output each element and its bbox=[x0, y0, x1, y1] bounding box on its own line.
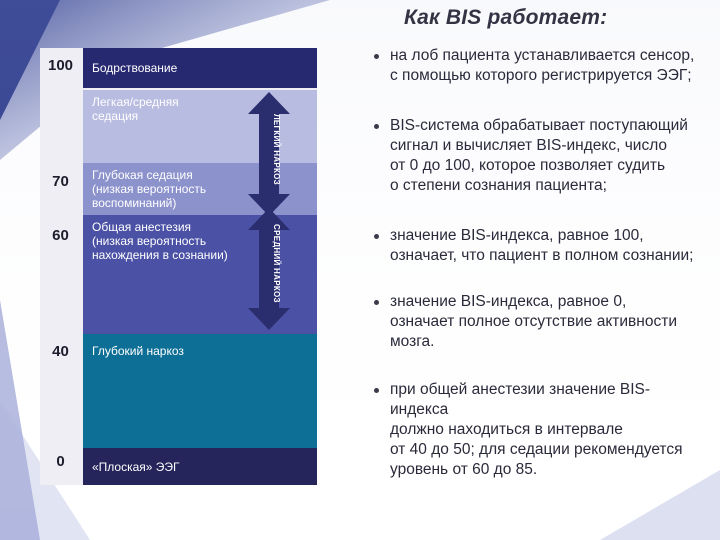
scale-value-40: 40 bbox=[52, 343, 69, 360]
scale-value-70: 70 bbox=[52, 173, 69, 190]
bullet-dot-icon bbox=[374, 234, 379, 239]
slide-title: Как BIS работает: bbox=[404, 6, 608, 29]
bullet-item bbox=[374, 292, 677, 352]
medium-anesthesia-label: СРЕДНИЙ НАРКОЗ bbox=[272, 224, 281, 303]
band-deep-sedation: Глубокая седация (низкая вероятность воспоминаний) bbox=[83, 163, 317, 215]
bullet-dot-icon bbox=[374, 388, 379, 393]
scale-value-100: 100 bbox=[47, 57, 74, 74]
bullet-text: BIS-система обрабатывает поступающий сигнал и вычисляет BIS-индекс, число от 0 до 100, которое позволяет судить о степени сознания пациента; bbox=[390, 117, 688, 194]
bullet-dot-icon bbox=[374, 124, 379, 129]
bullet-text: значение BIS-индекса, равное 100, означает, что пациент в полном сознании; bbox=[390, 227, 694, 264]
band-light-sedation: Легкая/средняя седация bbox=[83, 90, 317, 163]
bullet-text: при общей анестезии значение BIS- индекса должно находиться в интервале от 40 до 50; для седации рекомендуется уровень от 60 до 85. bbox=[390, 381, 683, 478]
band-general-anesthesia: Общая анестезия (низкая вероятность нахождения в сознании) bbox=[83, 215, 317, 334]
bullet-item bbox=[374, 380, 683, 480]
medium-anesthesia-arrow-icon bbox=[246, 208, 292, 330]
bullet-text: на лоб пациента устанавливается сенсор, с помощью которого регистрируется ЭЭГ; bbox=[390, 47, 695, 84]
band-awake: Бодрствование bbox=[83, 48, 317, 88]
bullet-text: значение BIS-индекса, равное 0, означает полное отсутствие активности мозга. bbox=[390, 293, 677, 350]
bullet-item bbox=[374, 226, 694, 266]
light-anesthesia-arrow-icon bbox=[246, 92, 292, 216]
band-flat-eeg: «Плоская» ЭЭГ bbox=[83, 448, 317, 485]
bullet-item bbox=[374, 46, 694, 86]
bullet-dot-icon bbox=[374, 300, 379, 305]
light-anesthesia-label: ЛЕГКИЙ НАРКОЗ bbox=[272, 114, 281, 185]
scale-value-60: 60 bbox=[52, 227, 69, 244]
bullet-dot-icon bbox=[374, 54, 379, 59]
bullet-item bbox=[374, 116, 688, 196]
scale-numbers bbox=[40, 48, 81, 485]
band-deep-anesthesia: Глубокий наркоз bbox=[83, 334, 317, 448]
scale-value-0: 0 bbox=[56, 453, 65, 470]
bis-scale bbox=[40, 48, 317, 485]
